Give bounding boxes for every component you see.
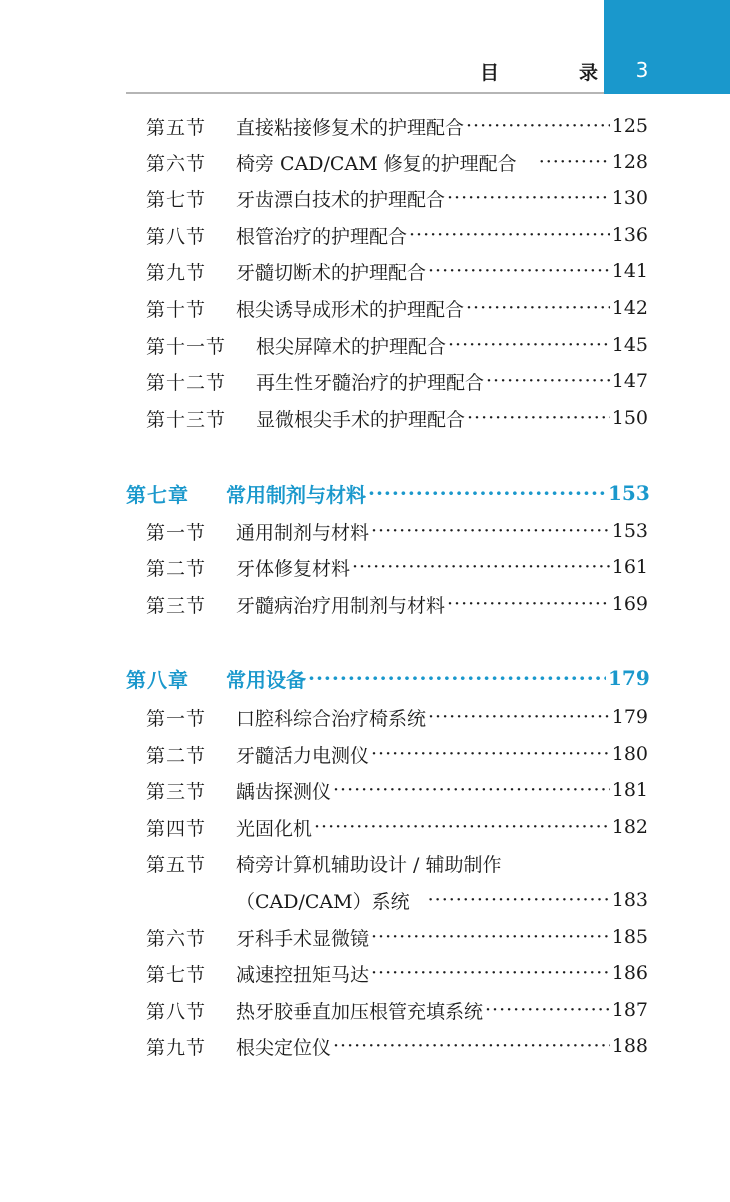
page-ref: 145	[611, 334, 648, 356]
section-title: 减速控扭矩马达	[236, 963, 370, 986]
dot-leader	[428, 706, 610, 728]
page-ref: 161	[611, 556, 648, 578]
page-ref: 147	[611, 370, 648, 392]
section-title: 再生性牙髓治疗的护理配合	[256, 371, 485, 394]
section-title: 根尖屏障术的护理配合	[256, 335, 447, 358]
toc-entry-ch7-sec2[interactable]	[146, 551, 648, 583]
section-title: 龋齿探测仪	[236, 780, 332, 803]
dot-leader	[371, 743, 610, 765]
toc-entry-ch6-sec13[interactable]	[146, 402, 648, 434]
section-title: 根尖诱导成形术的护理配合	[236, 298, 465, 321]
toc-chapter-7[interactable]	[126, 477, 648, 509]
section-title: 口腔科综合治疗椅系统	[236, 707, 427, 730]
page-ref: 169	[611, 593, 648, 615]
toc-entry-ch6-sec8[interactable]	[146, 219, 648, 251]
section-title: 椅旁计算机辅助设计 / 辅助制作	[236, 853, 502, 876]
section-title: 根管治疗的护理配合	[236, 225, 408, 248]
toc-entry-ch8-sec5-continuation[interactable]	[236, 884, 648, 916]
section-title: 光固化机	[236, 817, 313, 840]
page-ref: 186	[611, 962, 648, 984]
dot-leader	[428, 889, 610, 911]
dot-leader	[467, 407, 610, 429]
section-number: 第八节	[146, 1000, 207, 1023]
page-ref: 182	[611, 816, 648, 838]
section-number: 第二节	[146, 557, 207, 580]
page-header-title	[480, 58, 600, 85]
dot-leader	[333, 1035, 610, 1057]
toc-entry-ch8-sec3[interactable]	[146, 774, 648, 806]
section-number: 第十一节	[146, 335, 227, 358]
section-title-continuation: （CAD/CAM）系统	[236, 890, 410, 913]
page-ref: 179	[608, 666, 650, 690]
toc-entry-ch6-sec12[interactable]	[146, 365, 648, 397]
dot-leader	[447, 593, 610, 615]
page-ref: 179	[611, 706, 648, 728]
dot-leader	[371, 520, 610, 542]
dot-leader	[448, 334, 610, 356]
dot-leader	[428, 260, 610, 282]
chapter-title: 常用设备	[226, 667, 306, 692]
toc-entry-ch6-sec7[interactable]	[146, 182, 648, 214]
section-number: 第七节	[146, 963, 207, 986]
section-number: 第五节	[146, 853, 207, 876]
page-ref: 188	[611, 1035, 648, 1057]
page-ref: 141	[611, 260, 648, 282]
page-ref: 153	[608, 481, 650, 505]
header-divider	[126, 92, 604, 94]
page-ref: 142	[611, 297, 648, 319]
page-ref: 187	[611, 999, 648, 1021]
section-title: 牙齿漂白技术的护理配合	[236, 188, 446, 211]
section-title: 显微根尖手术的护理配合	[256, 408, 466, 431]
dot-leader	[371, 926, 610, 948]
section-title: 椅旁 CAD/CAM 修复的护理配合	[236, 152, 517, 175]
section-number: 第二节	[146, 744, 207, 767]
section-number: 第六节	[146, 927, 207, 950]
chapter-number: 第七章	[126, 482, 189, 507]
toc-entry-ch8-sec4[interactable]	[146, 811, 648, 843]
section-number: 第三节	[146, 594, 207, 617]
section-number: 第十节	[146, 298, 207, 321]
toc-entry-ch6-sec9[interactable]	[146, 255, 648, 287]
toc-entry-ch8-sec1[interactable]	[146, 701, 648, 733]
section-number: 第三节	[146, 780, 207, 803]
dot-leader	[466, 297, 610, 319]
page-ref: 153	[611, 520, 648, 542]
dot-leader	[352, 556, 610, 578]
page-number: 3	[635, 58, 649, 82]
page-ref: 128	[611, 151, 648, 173]
toc-entry-ch7-sec1[interactable]	[146, 515, 648, 547]
page-ref: 181	[611, 779, 648, 801]
section-title: 直接粘接修复术的护理配合	[236, 116, 465, 139]
section-title: 通用制剂与材料	[236, 521, 370, 544]
section-number: 第四节	[146, 817, 207, 840]
chapter-number: 第八章	[126, 667, 189, 692]
dot-leader	[308, 666, 606, 690]
section-title: 牙科手术显微镜	[236, 927, 370, 950]
section-number: 第一节	[146, 707, 207, 730]
dot-leader	[539, 151, 610, 173]
section-number: 第一节	[146, 521, 207, 544]
section-title: 牙体修复材料	[236, 557, 351, 580]
dot-leader	[368, 481, 606, 505]
section-number: 第六节	[146, 152, 207, 175]
dot-leader	[371, 962, 610, 984]
section-title: 牙髓病治疗用制剂与材料	[236, 594, 446, 617]
section-number: 第九节	[146, 261, 207, 284]
toc-entry-ch8-sec2[interactable]	[146, 738, 648, 770]
section-number: 第十二节	[146, 371, 227, 394]
toc-entry-ch6-sec5[interactable]	[146, 110, 648, 142]
page-ref: 130	[611, 187, 648, 209]
toc-entry-ch8-sec9[interactable]	[146, 1030, 648, 1062]
section-title: 牙髓切断术的护理配合	[236, 261, 427, 284]
toc-entry-ch8-sec5[interactable]	[146, 847, 648, 879]
section-title: 牙髓活力电测仪	[236, 744, 370, 767]
page-ref: 136	[611, 224, 648, 246]
page-ref: 180	[611, 743, 648, 765]
toc-entry-ch8-sec7[interactable]	[146, 957, 648, 989]
page-ref: 150	[611, 407, 648, 429]
page-ref: 125	[611, 115, 648, 137]
section-number: 第七节	[146, 188, 207, 211]
toc-entry-ch8-sec6[interactable]	[146, 921, 648, 953]
dot-leader	[314, 816, 610, 838]
toc-entry-ch6-sec6[interactable]	[146, 146, 648, 178]
section-number: 第五节	[146, 116, 207, 139]
dot-leader	[486, 370, 610, 392]
chapter-title: 常用制剂与材料	[226, 482, 366, 507]
page-ref: 183	[611, 889, 648, 911]
header-title-char-1: 目	[480, 62, 502, 84]
dot-leader	[485, 999, 610, 1021]
section-number: 第十三节	[146, 408, 227, 431]
toc-entry-ch7-sec3[interactable]	[146, 588, 648, 620]
dot-leader	[333, 779, 610, 801]
page-ref: 185	[611, 926, 648, 948]
toc-entry-ch8-sec8[interactable]	[146, 994, 648, 1026]
section-number: 第八节	[146, 225, 207, 248]
toc-chapter-8[interactable]	[126, 662, 648, 694]
section-title: 热牙胶垂直加压根管充填系统	[236, 1000, 484, 1023]
section-title: 根尖定位仪	[236, 1036, 332, 1059]
dot-leader	[466, 115, 610, 137]
dot-leader	[409, 224, 610, 246]
toc-entry-ch6-sec10[interactable]	[146, 292, 648, 324]
section-number: 第九节	[146, 1036, 207, 1059]
header-title-char-2: 录	[578, 62, 600, 84]
dot-leader	[447, 187, 610, 209]
toc-entry-ch6-sec11[interactable]	[146, 329, 648, 361]
